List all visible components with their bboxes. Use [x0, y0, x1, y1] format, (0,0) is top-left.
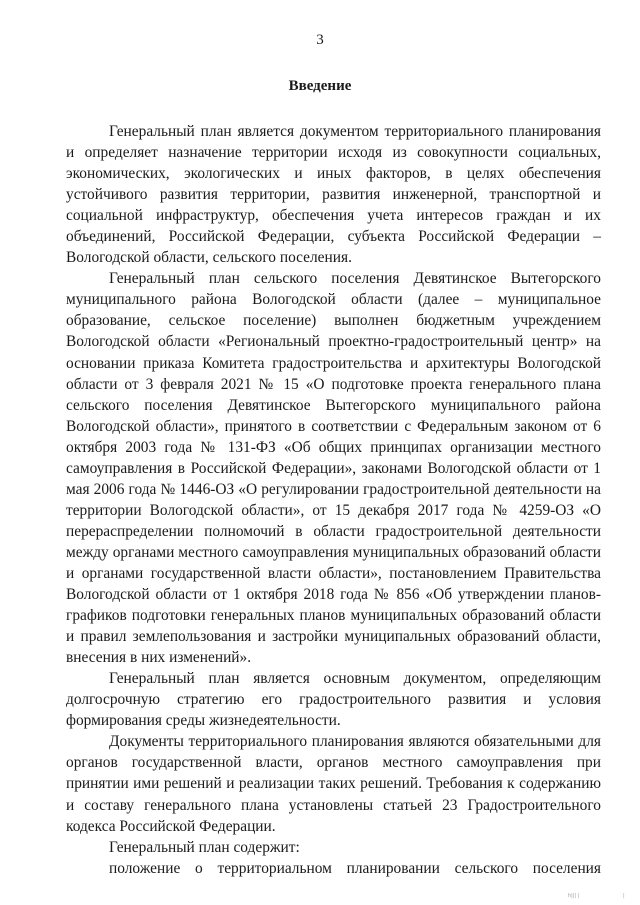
paragraph-general-plan-definition: Генеральный план является документом территориального планирования и определяет назначение территории исходя из совокупности социальных, экономических, экологических и иных факторов, в целях обеспечения устойчивого развития территории, развития инженерной, транспортной и социальной инфраструктур, обеспечения учета интересов граждан и их объединений, Российской Федерации, субъекта Российской Федерации – Вологодской области, сельского поселения.: [66, 123, 601, 267]
paragraph-plan-contents-intro: Генеральный план содержит:: [109, 838, 300, 856]
scan-mark: h||| |: [568, 893, 580, 899]
document-body: [66, 121, 601, 879]
paragraph-general-plan-strategy: Генеральный план является основным документом, определяющим долгосрочную стратегию его градостроительного развития и условия формирования среды жизнедеятельности.: [66, 670, 601, 730]
section-heading: Введение: [288, 78, 352, 94]
paragraph-planning-documents: Документы территориального планирования являются обязательными для органов государственной власти, органов местного самоуправления при принятии ими решений и реализации таких решений. Требования к содержанию и составу генерального плана установлены статьей 23 Градостроительного кодекса Российской Федерации.: [66, 733, 601, 835]
paragraph-general-plan-basis: Генеральный план сельского поселения Девятинское Вытегорского муниципального района Вологодской области (далее – муниципальное образование, сельское поселение) выполнен бюджетным учреждением Вологодской области «Региональный проектно-градостроительный центр» на основании приказа Комитета градостроительства и архитектуры Вологодской области от 3 февраля 2021 № 15 «О подготовке проекта генерального плана сельского поселения Девятинское Вытегорского муниципального района Вологодской области», принятого в соответствии с Федеральным законом от 6 октября 2003 года № 131-ФЗ «Об общих принципах организации местного самоуправления в Российской Федерации», законами Вологодской области от 1 мая 2006 года № 1446-ОЗ «О регулировании градостроительной деятельности на территории Вологодской области», от 15 декабря 2017 года № 4259-ОЗ «О перераспределении полномочий в области градостроительной деятельности между органами местного самоуправления муниципальных образований области и органами государственной власти области», постановлением Правительства Вологодской области от 1 октября 2018 года № 856 «Об утверждении планов-графиков подготовки генеральных планов муниципальных образований области и правил землепользования и застройки муниципальных образований области, внесения в них изменений».: [66, 270, 601, 667]
scan-tick: |: [623, 893, 625, 899]
page-number: 3: [316, 32, 324, 48]
paragraph-plan-contents-item: положение о территориальном планировании сельского поселения: [109, 859, 601, 877]
